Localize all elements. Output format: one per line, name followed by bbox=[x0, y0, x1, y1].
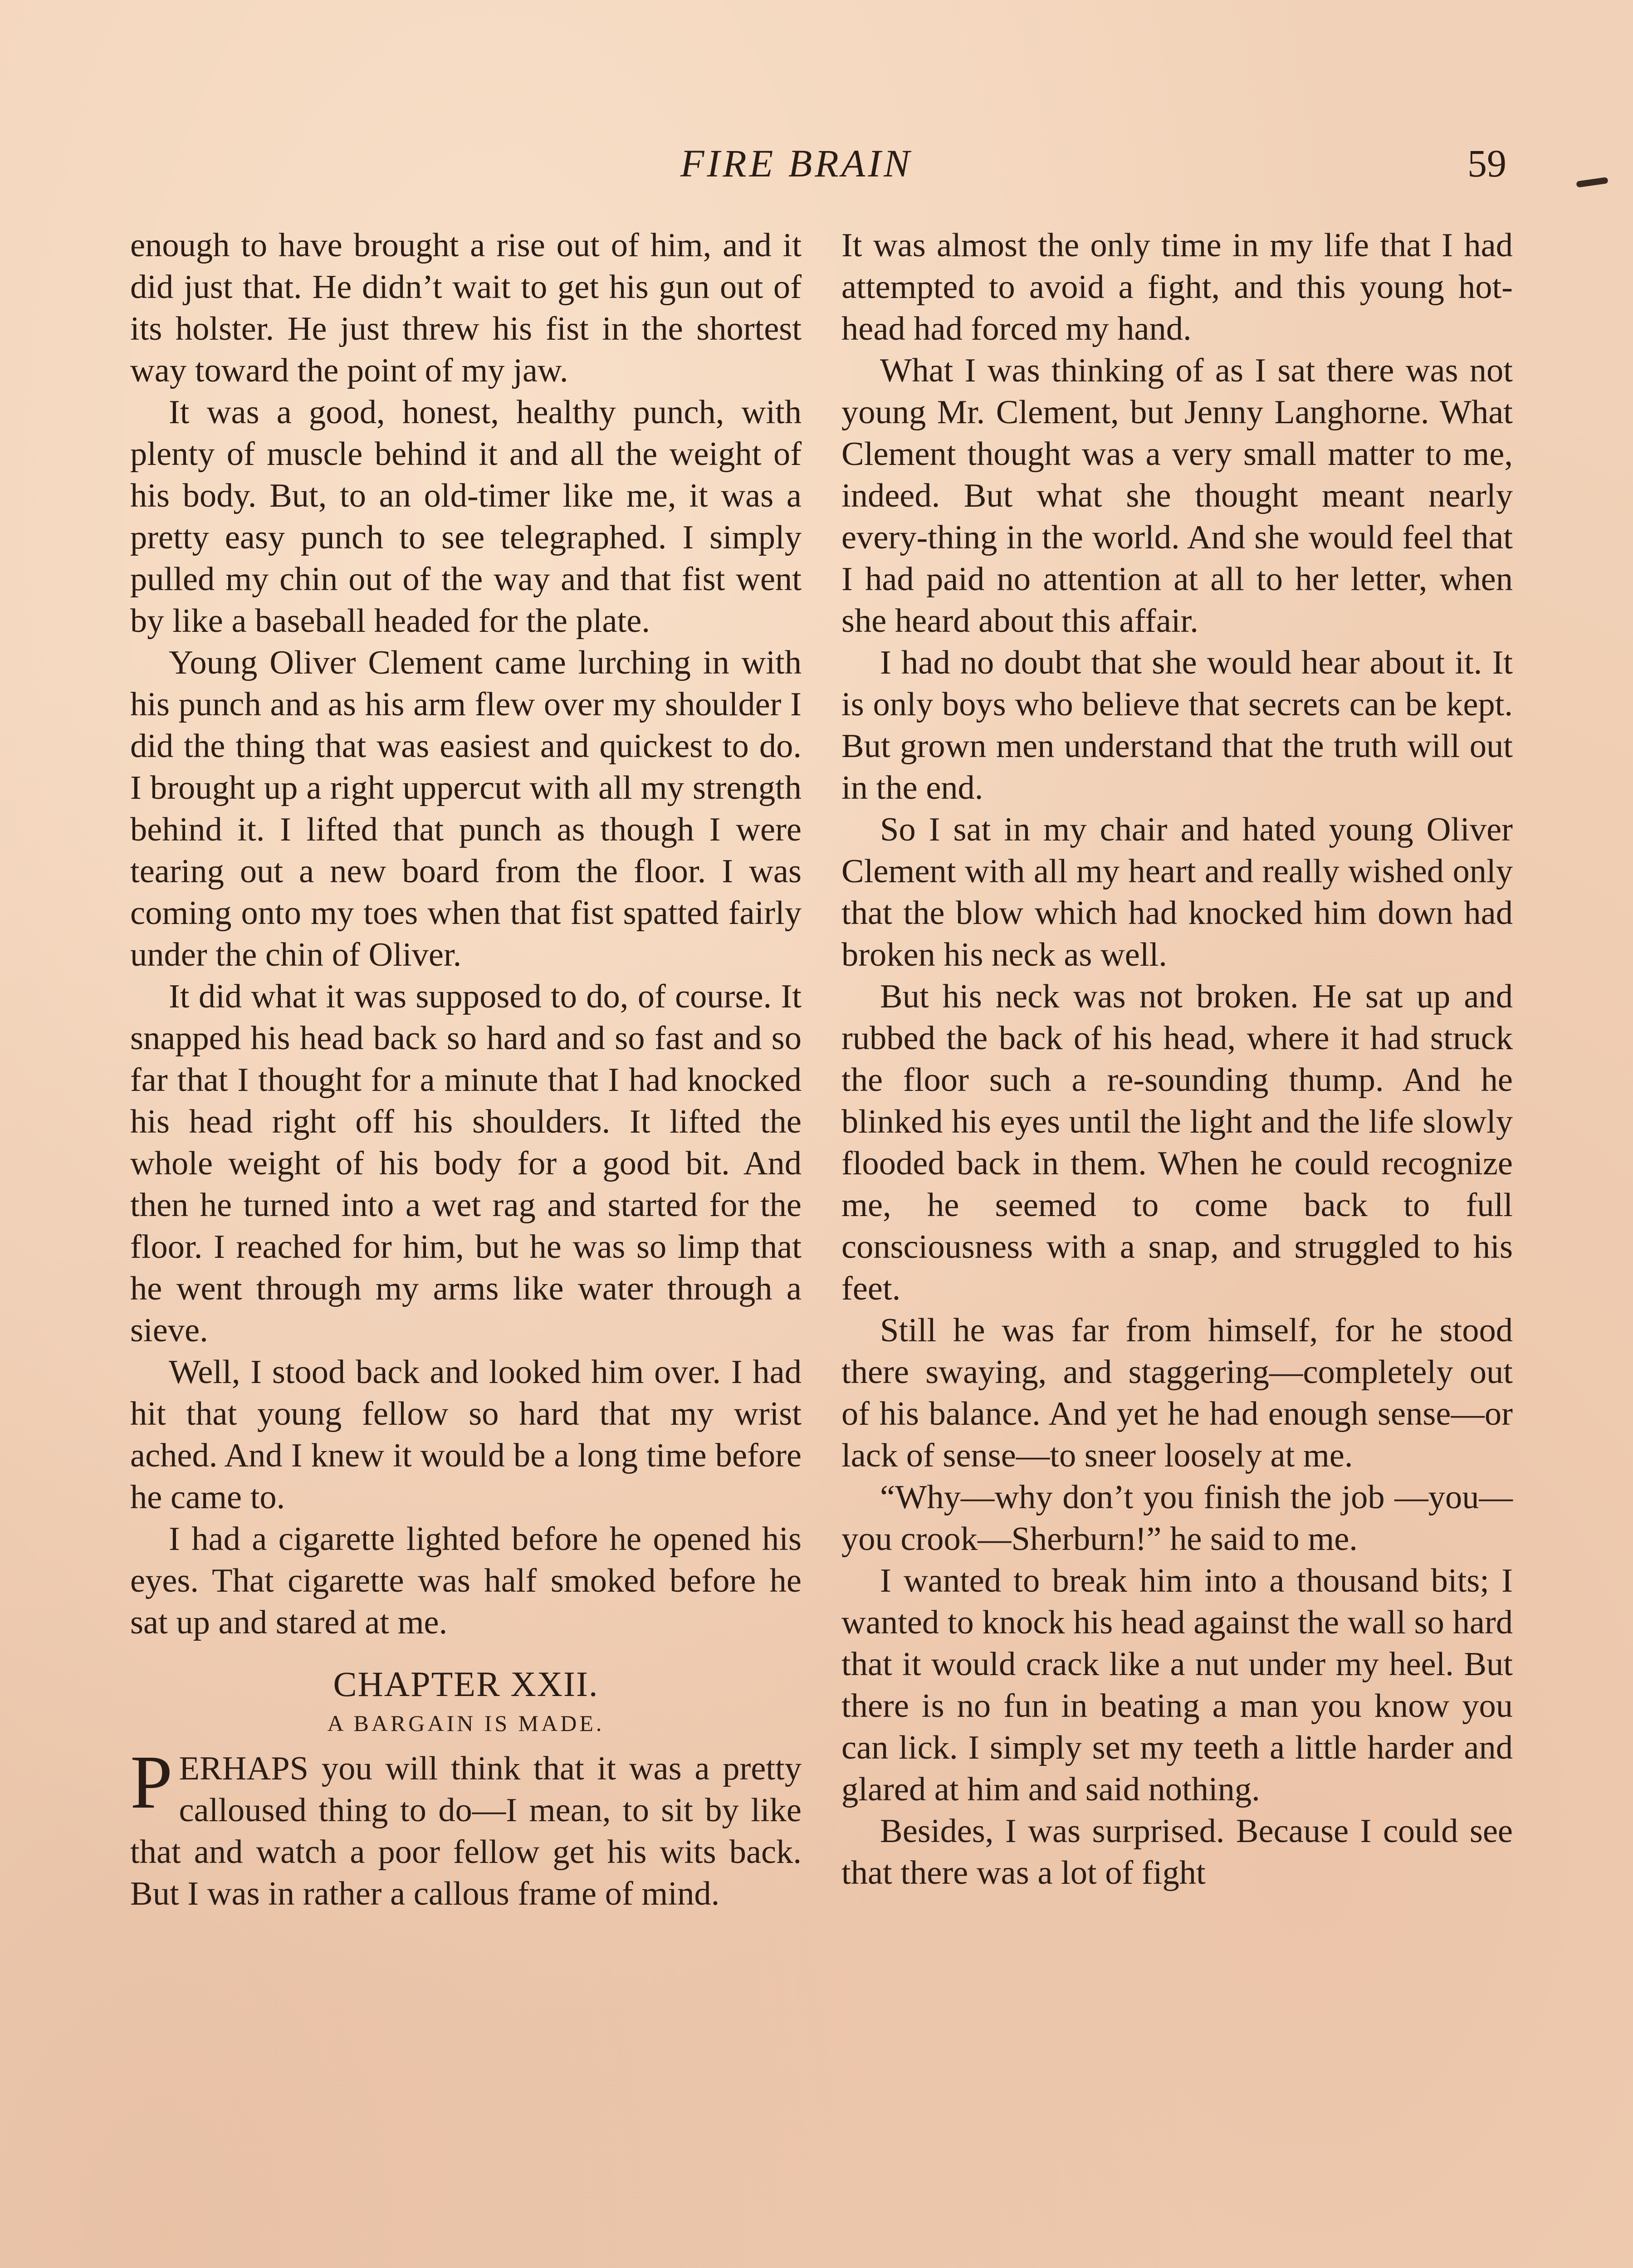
paragraph: Young Oliver Clement came lurching in with his punch and as his arm flew over my shoulder I did the thing that was easiest and quickest to do. I brought up a right uppercut with all my strength behind it. I lifted that punch as though I were tearing out a new board from the floor. I was coming onto my toes when that fist spatted fairly under the chin of Oliver. bbox=[130, 644, 802, 973]
chapter-subtitle: A BARGAIN IS MADE. bbox=[327, 1711, 605, 1736]
paragraph: It did what it was supposed to do, of course. It snapped his head back so hard and so fast and so far that I thought for a minute that I had knocked his head right off his shoulders. It lifted the whole weight of his body for a good bit. And then he turned into a wet rag and started for the floor. I reached for him, but he was so limp that he went through my arms like water through a sieve. bbox=[130, 978, 802, 1349]
running-head bbox=[0, 141, 1633, 195]
paragraph: Well, I stood back and looked him over. I had hit that young fellow so hard that my wrist ached. And I knew it would be a long time before he came to. bbox=[130, 1354, 802, 1516]
paragraph: Besides, I was surprised. Because I could see that there was a lot of fight bbox=[841, 1813, 1513, 1892]
drop-cap: P bbox=[130, 1740, 173, 1824]
right-column bbox=[841, 225, 1513, 1894]
paragraph: I wanted to break him into a thousand bits; I wanted to knock his head against the wall so hard that it would crack like a nut under my heel. But there is no fun in beating a man you know you can lick. I simply set my teeth a little harder and glared at him and said nothing. bbox=[841, 1562, 1513, 1808]
paragraph: Still he was far from himself, for he stood there swaying, and staggering—completely out of his balance. And yet he had enough sense—or lack of sense—to sneer loosely at me. bbox=[841, 1312, 1513, 1474]
paragraph: It was a good, honest, healthy punch, with plenty of muscle behind it and all the weight of his body. But, to an old-timer like me, it was a pretty easy punch to see telegraphed. I simply pulled my chin out of the way and that fist went by like a baseball headed for the plate. bbox=[130, 394, 802, 640]
running-title: FIRE BRAIN bbox=[680, 142, 913, 185]
paragraph: It was almost the only time in my life that I had attempted to avoid a fight, and this young hot-head had forced my hand. bbox=[841, 227, 1513, 347]
paragraph: I had a cigarette lighted before he opened his eyes. That cigarette was half smoked before he sat up and stared at me. bbox=[130, 1520, 802, 1641]
chapter-heading: CHAPTER XXII. bbox=[333, 1664, 599, 1704]
paragraph: So I sat in my chair and hated young Oliver Clement with all my heart and really wished only that the blow which had knocked him down had broken his neck as well. bbox=[841, 811, 1513, 973]
left-column bbox=[130, 225, 802, 1915]
page-number: 59 bbox=[1467, 142, 1506, 185]
paragraph: I had no doubt that she would hear about it. It is only boys who believe that secrets can be kept. But grown men understand that the truth will out in the end. bbox=[841, 644, 1513, 807]
paragraph: “Why—why don’t you finish the job —you—you crook—Sherburn!” he said to me. bbox=[841, 1479, 1513, 1558]
paragraph: What I was thinking of as I sat there was not young Mr. Clement, but Jenny Langhorne. What Clement thought was a very small matter to me, indeed. But what she thought meant nearly every-thing in the world. And she would feel that I had paid no attention at all to her letter, when she heard about this affair. bbox=[841, 352, 1513, 640]
paragraph: enough to have brought a rise out of him, and it did just that. He didn’t wait to get his gun out of its holster. He just threw his fist in the shortest way toward the point of my jaw. bbox=[130, 227, 802, 389]
chapter-opening-paragraph bbox=[130, 1740, 802, 1915]
chapter-opening-text: ERHAPS you will think that it was a pretty calloused thing to do—I mean, to sit by like that and watch a poor fellow get his wits back. But I was in rather a callous frame of mind. bbox=[130, 1750, 802, 1912]
paragraph: But his neck was not broken. He sat up and rubbed the back of his head, where it had struck the floor such a re-sounding thump. And he blinked his eyes until the light and the life slowly flooded back in them. When he could recognize me, he seemed to come back to full consciousness with a snap, and struggled to his feet. bbox=[841, 978, 1513, 1307]
